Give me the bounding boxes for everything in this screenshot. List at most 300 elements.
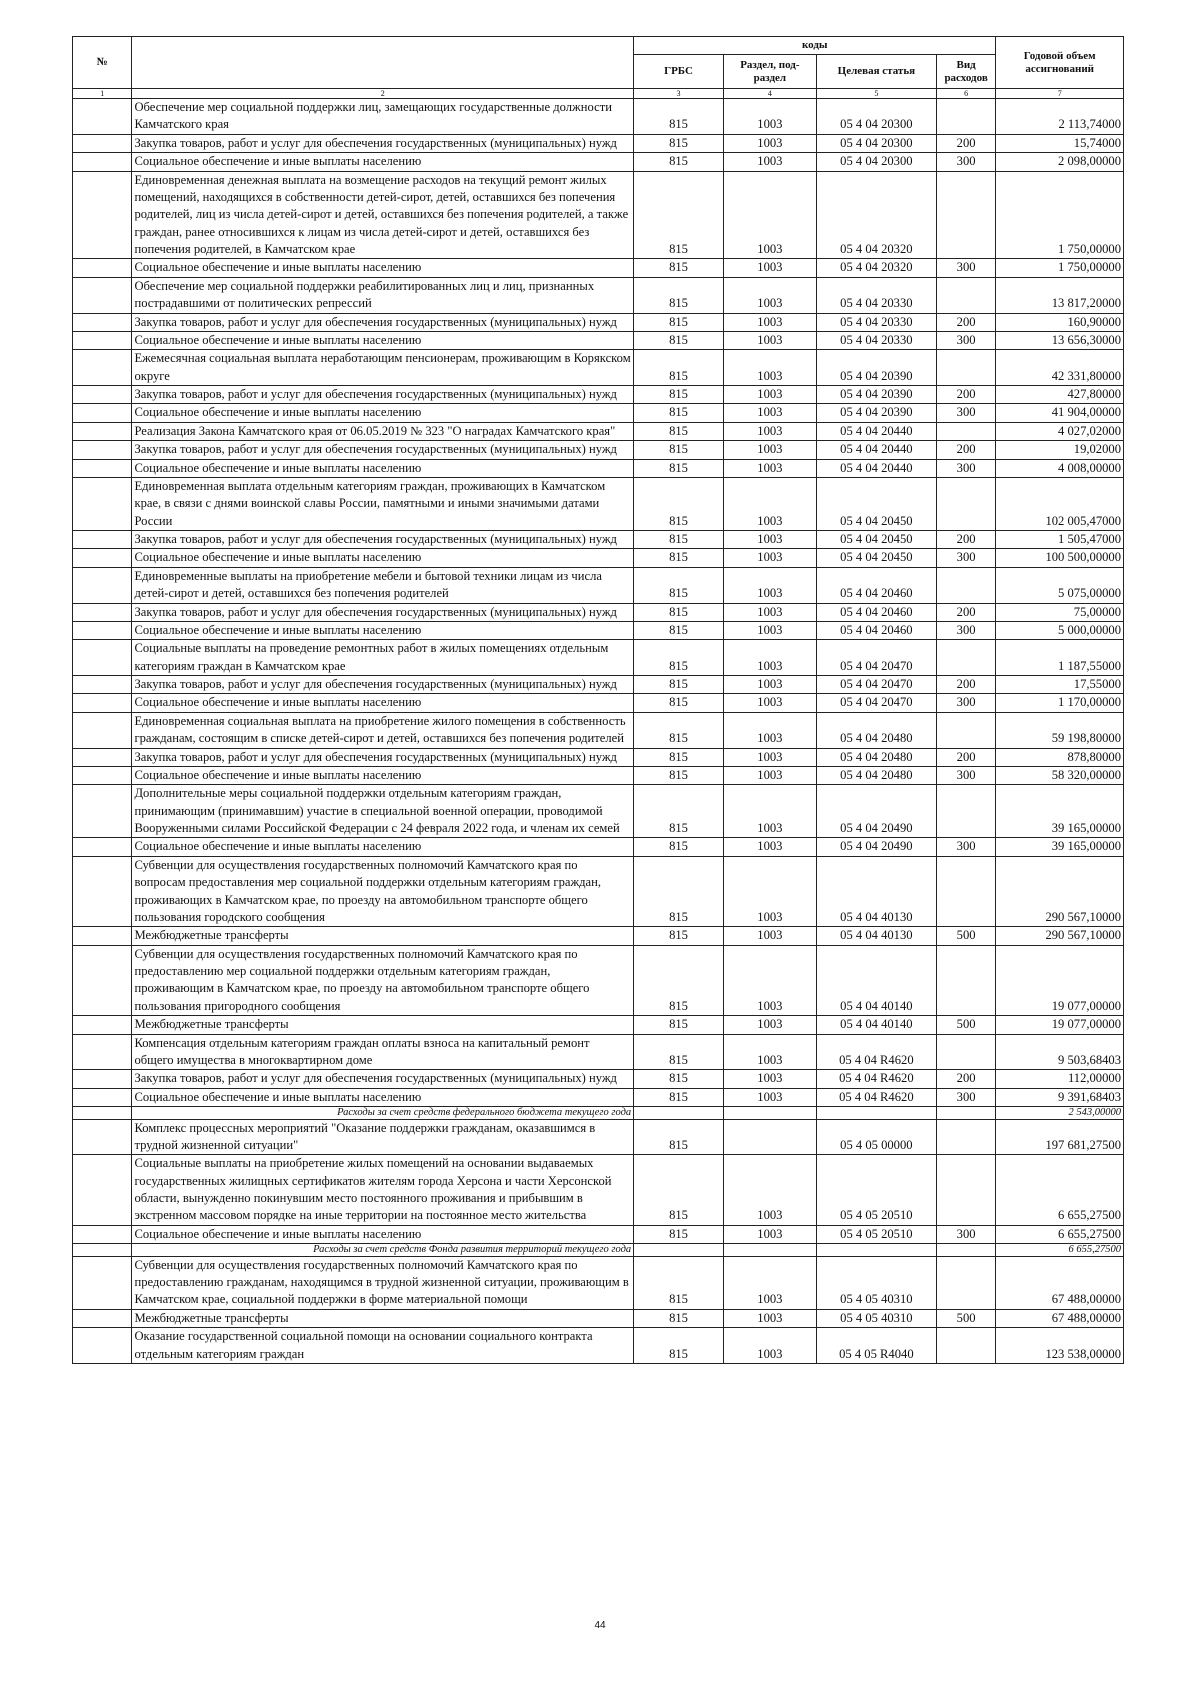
row-razdel-cell: 1003 [723,621,816,639]
row-number-cell [73,1119,132,1155]
row-vid-cell: 300 [936,694,996,712]
row-name-cell: Закупка товаров, работ и услуг для обеспечения государственных (муниципальных) нужд [132,676,634,694]
row-amount-cell: 75,00000 [996,603,1124,621]
row-grbs-cell: 815 [634,712,724,748]
row-target-cell: 05 4 04 20440 [816,422,936,440]
row-vid-cell: 500 [936,1016,996,1034]
row-number-cell [73,1016,132,1034]
row-grbs-cell: 815 [634,1256,724,1309]
row-vid-cell [936,1244,996,1257]
row-grbs-cell: 815 [634,1070,724,1088]
row-target-cell: 05 4 04 20470 [816,694,936,712]
table-row [73,134,1124,152]
table-row [73,1119,1124,1155]
row-target-cell: 05 4 04 20390 [816,404,936,422]
row-razdel-cell: 1003 [723,927,816,945]
row-vid-cell: 300 [936,1225,996,1243]
row-vid-cell: 200 [936,531,996,549]
row-razdel-cell: 1003 [723,477,816,530]
row-amount-cell: 9 391,68403 [996,1088,1124,1106]
table-row [73,567,1124,603]
row-vid-cell: 300 [936,404,996,422]
row-target-cell: 05 4 04 20440 [816,459,936,477]
row-amount-cell: 39 165,00000 [996,838,1124,856]
row-grbs-cell: 815 [634,676,724,694]
row-razdel-cell: 1003 [723,331,816,349]
row-vid-cell: 200 [936,603,996,621]
row-target-cell: 05 4 04 20460 [816,621,936,639]
row-target-cell: 05 4 04 20300 [816,153,936,171]
table-note-row [73,1107,1124,1120]
row-target-cell: 05 4 04 20440 [816,441,936,459]
row-name-cell: Межбюджетные трансферты [132,927,634,945]
row-target-cell: 05 4 05 00000 [816,1119,936,1155]
table-row [73,1309,1124,1327]
row-name-cell: Социальные выплаты на приобретение жилых помещений на основании выдаваемых государственных жилищных сертификатов жителям города Херсона и части Херсонской области, вынужденно покинувшим место постоянного проживания и прибывшим в экстренном массовом порядке на иные территории на постоянное место жительства [132,1155,634,1226]
row-target-cell: 05 4 04 20470 [816,676,936,694]
row-amount-cell: 41 904,00000 [996,404,1124,422]
row-number-cell [73,712,132,748]
row-number-cell [73,1088,132,1106]
row-razdel-cell: 1003 [723,422,816,440]
row-target-cell: 05 4 04 20450 [816,477,936,530]
row-grbs-cell: 815 [634,1088,724,1106]
row-vid-cell: 500 [936,1309,996,1327]
table-row [73,1225,1124,1243]
row-number-cell [73,1244,132,1257]
row-razdel-cell: 1003 [723,259,816,277]
row-grbs-cell: 815 [634,1309,724,1327]
row-amount-cell: 5 000,00000 [996,621,1124,639]
row-number-cell [73,459,132,477]
row-target-cell: 05 4 04 20330 [816,331,936,349]
row-amount-cell: 6 655,27500 [996,1244,1124,1257]
row-vid-cell: 200 [936,386,996,404]
row-amount-cell: 19 077,00000 [996,1016,1124,1034]
row-number-cell [73,277,132,313]
row-razdel-cell: 1003 [723,1016,816,1034]
row-target-cell: 05 4 04 20330 [816,277,936,313]
row-grbs-cell: 815 [634,477,724,530]
row-amount-cell: 17,55000 [996,676,1124,694]
table-row [73,785,1124,838]
row-name-cell: Закупка товаров, работ и услуг для обеспечения государственных (муниципальных) нужд [132,531,634,549]
row-razdel-cell [723,1119,816,1155]
row-name-cell: Единовременные выплаты на приобретение мебели и бытовой техники лицам из числа детей-сирот и детей, оставшихся без попечения родителей [132,567,634,603]
row-name-cell: Ежемесячная социальная выплата неработающим пенсионерам, проживающим в Корякском округе [132,350,634,386]
table-row [73,477,1124,530]
row-razdel-cell: 1003 [723,99,816,135]
row-name-cell: Закупка товаров, работ и услуг для обеспечения государственных (муниципальных) нужд [132,313,634,331]
row-name-cell: Социальное обеспечение и иные выплаты населению [132,259,634,277]
row-grbs-cell: 815 [634,531,724,549]
row-target-cell: 05 4 04 20470 [816,640,936,676]
table-row [73,603,1124,621]
row-grbs-cell: 815 [634,549,724,567]
row-name-cell: Социальное обеспечение и иные выплаты населению [132,621,634,639]
row-name-cell: Социальное обеспечение и иные выплаты населению [132,766,634,784]
row-name-cell: Социальное обеспечение и иные выплаты населению [132,838,634,856]
row-target-cell: 05 4 04 20480 [816,748,936,766]
row-razdel-cell [723,1107,816,1120]
table-row [73,927,1124,945]
row-name-cell: Социальное обеспечение и иные выплаты населению [132,1088,634,1106]
row-grbs-cell: 815 [634,945,724,1016]
row-target-cell: 05 4 05 20510 [816,1155,936,1226]
table-row [73,766,1124,784]
row-number-cell [73,927,132,945]
row-vid-cell [936,856,996,927]
row-amount-cell: 2 543,00000 [996,1107,1124,1120]
row-razdel-cell: 1003 [723,134,816,152]
row-number-cell [73,838,132,856]
row-grbs-cell: 815 [634,621,724,639]
table-row [73,459,1124,477]
row-amount-cell: 427,80000 [996,386,1124,404]
row-vid-cell [936,1107,996,1120]
header-grbs: ГРБС [634,55,724,89]
row-amount-cell: 67 488,00000 [996,1309,1124,1327]
row-name-cell: Закупка товаров, работ и услуг для обеспечения государственных (муниципальных) нужд [132,1070,634,1088]
row-razdel-cell: 1003 [723,386,816,404]
row-number-cell [73,331,132,349]
table-row [73,549,1124,567]
row-number-cell [73,386,132,404]
row-amount-cell: 1 750,00000 [996,259,1124,277]
column-number: 1 [73,89,132,99]
row-amount-cell: 1 187,55000 [996,640,1124,676]
header-codes: коды [634,37,996,55]
header-target: Целевая статья [816,55,936,89]
header-name [132,37,634,89]
row-vid-cell: 200 [936,748,996,766]
row-vid-cell: 500 [936,927,996,945]
table-row [73,259,1124,277]
row-razdel-cell: 1003 [723,171,816,259]
row-amount-cell: 112,00000 [996,1070,1124,1088]
row-target-cell: 05 4 04 40130 [816,927,936,945]
row-vid-cell: 300 [936,1088,996,1106]
table-row [73,1256,1124,1309]
row-grbs-cell: 815 [634,640,724,676]
table-row [73,1070,1124,1088]
row-razdel-cell: 1003 [723,766,816,784]
row-grbs-cell: 815 [634,441,724,459]
table-row [73,712,1124,748]
row-amount-cell: 13 817,20000 [996,277,1124,313]
row-grbs-cell: 815 [634,1016,724,1034]
row-target-cell: 05 4 04 R4620 [816,1034,936,1070]
row-target-cell: 05 4 04 20460 [816,603,936,621]
table-row [73,621,1124,639]
row-number-cell [73,748,132,766]
row-number-cell [73,259,132,277]
row-amount-cell: 67 488,00000 [996,1256,1124,1309]
row-grbs-cell: 815 [634,694,724,712]
row-razdel-cell: 1003 [723,459,816,477]
column-number: 4 [723,89,816,99]
row-number-cell [73,441,132,459]
row-grbs-cell: 815 [634,386,724,404]
row-razdel-cell: 1003 [723,856,816,927]
row-amount-cell: 58 320,00000 [996,766,1124,784]
row-target-cell: 05 4 04 R4620 [816,1070,936,1088]
row-target-cell: 05 4 04 20330 [816,313,936,331]
table-row [73,945,1124,1016]
row-name-cell: Социальное обеспечение и иные выплаты населению [132,331,634,349]
table-row [73,1088,1124,1106]
table-row [73,99,1124,135]
row-amount-cell: 4 008,00000 [996,459,1124,477]
row-target-cell: 05 4 04 20480 [816,712,936,748]
row-amount-cell: 59 198,80000 [996,712,1124,748]
row-name-cell: Компенсация отдельным категориям граждан оплаты взноса на капитальный ремонт общего имущества в многоквартирном доме [132,1034,634,1070]
row-name-cell: Обеспечение мер социальной поддержки лиц, замещающих государственные должности Камчатского края [132,99,634,135]
row-target-cell: 05 4 04 R4620 [816,1088,936,1106]
row-number-cell [73,1107,132,1120]
row-number-cell [73,766,132,784]
row-vid-cell: 300 [936,331,996,349]
row-vid-cell [936,1155,996,1226]
row-name-cell: Социальные выплаты на проведение ремонтных работ в жилых помещениях отдельным категориям граждан в Камчатском крае [132,640,634,676]
row-razdel-cell: 1003 [723,277,816,313]
row-razdel-cell: 1003 [723,1256,816,1309]
table-row [73,277,1124,313]
page-number: 44 [594,1620,606,1631]
row-target-cell: 05 4 04 20490 [816,838,936,856]
row-amount-cell: 100 500,00000 [996,549,1124,567]
row-name-cell: Закупка товаров, работ и услуг для обеспечения государственных (муниципальных) нужд [132,603,634,621]
table-row [73,676,1124,694]
row-name-cell: Единовременная денежная выплата на возмещение расходов на текущий ремонт жилых помещений, находящихся в собственности детей-сирот, детей, оставшихся без попечения родителей, лиц из числа детей-сирот и детей, оставшихся без попечения родителей, а также граждан, ранее относившихся к лицам из числа детей-сирот и детей, оставшихся без попечения родителей, в Камчатском крае [132,171,634,259]
row-target-cell: 05 4 04 20320 [816,259,936,277]
row-name-cell: Единовременная социальная выплата на приобретение жилого помещения в собственность гражданам, состоящим в списке детей-сирот и детей, оставшихся без попечения родителей [132,712,634,748]
header-number: № [73,37,132,89]
row-grbs-cell: 815 [634,856,724,927]
row-razdel-cell: 1003 [723,531,816,549]
row-number-cell [73,567,132,603]
row-target-cell: 05 4 05 R4040 [816,1328,936,1364]
row-amount-cell: 4 027,02000 [996,422,1124,440]
row-razdel-cell: 1003 [723,350,816,386]
row-amount-cell: 2 113,74000 [996,99,1124,135]
row-vid-cell: 200 [936,676,996,694]
row-razdel-cell: 1003 [723,1328,816,1364]
row-vid-cell: 300 [936,621,996,639]
row-target-cell: 05 4 04 20460 [816,567,936,603]
row-vid-cell [936,712,996,748]
row-vid-cell [936,99,996,135]
row-grbs-cell: 815 [634,99,724,135]
row-name-cell: Социальное обеспечение и иные выплаты населению [132,1225,634,1243]
row-razdel-cell: 1003 [723,785,816,838]
row-razdel-cell: 1003 [723,1225,816,1243]
row-amount-cell: 9 503,68403 [996,1034,1124,1070]
row-name-cell: Социальное обеспечение и иные выплаты населению [132,404,634,422]
row-amount-cell: 42 331,80000 [996,350,1124,386]
table-row [73,422,1124,440]
row-number-cell [73,1225,132,1243]
row-amount-cell: 2 098,00000 [996,153,1124,171]
row-grbs-cell: 815 [634,331,724,349]
row-grbs-cell [634,1107,724,1120]
row-razdel-cell: 1003 [723,1155,816,1226]
row-vid-cell: 300 [936,259,996,277]
row-grbs-cell: 815 [634,350,724,386]
row-name-cell: Закупка товаров, работ и услуг для обеспечения государственных (муниципальных) нужд [132,134,634,152]
row-razdel-cell: 1003 [723,603,816,621]
table-row [73,1155,1124,1226]
row-target-cell: 05 4 04 20390 [816,386,936,404]
row-grbs-cell: 815 [634,1119,724,1155]
row-razdel-cell: 1003 [723,404,816,422]
table-row [73,331,1124,349]
row-name-cell: Закупка товаров, работ и услуг для обеспечения государственных (муниципальных) нужд [132,441,634,459]
row-number-cell [73,1155,132,1226]
column-number: 6 [936,89,996,99]
row-grbs-cell: 815 [634,838,724,856]
row-razdel-cell: 1003 [723,676,816,694]
row-vid-cell [936,277,996,313]
row-grbs-cell: 815 [634,1225,724,1243]
budget-table [72,36,1124,1364]
row-number-cell [73,153,132,171]
table-row [73,386,1124,404]
row-razdel-cell: 1003 [723,640,816,676]
table-row [73,694,1124,712]
row-vid-cell: 300 [936,838,996,856]
row-grbs-cell: 815 [634,171,724,259]
row-vid-cell [936,785,996,838]
column-number: 2 [132,89,634,99]
row-number-cell [73,549,132,567]
row-vid-cell: 300 [936,153,996,171]
row-razdel-cell: 1003 [723,549,816,567]
row-vid-cell: 300 [936,766,996,784]
row-grbs-cell: 815 [634,277,724,313]
row-number-cell [73,785,132,838]
table-row [73,856,1124,927]
row-number-cell [73,640,132,676]
row-name-cell: Субвенции для осуществления государственных полномочий Камчатского края по предоставлению гражданам, находящимся в трудной жизненной ситуации, проживающим в Камчатском крае, социальной поддержки в форме материальной помощи [132,1256,634,1309]
row-grbs-cell: 815 [634,748,724,766]
row-vid-cell: 200 [936,1070,996,1088]
row-razdel-cell: 1003 [723,1088,816,1106]
table-row [73,1034,1124,1070]
row-name-cell: Дополнительные меры социальной поддержки отдельным категориям граждан, принимающим (принимавшим) участие в специальной военной операции, проводимой Вооруженными силами Российской Федерации с 24 февраля 2022 года, и членам их семей [132,785,634,838]
row-vid-cell: 200 [936,441,996,459]
row-vid-cell [936,1119,996,1155]
row-target-cell: 05 4 04 40140 [816,1016,936,1034]
row-razdel-cell: 1003 [723,712,816,748]
row-amount-cell: 878,80000 [996,748,1124,766]
row-name-cell: Закупка товаров, работ и услуг для обеспечения государственных (муниципальных) нужд [132,386,634,404]
row-number-cell [73,171,132,259]
row-vid-cell [936,477,996,530]
row-grbs-cell: 815 [634,459,724,477]
row-grbs-cell: 815 [634,313,724,331]
row-number-cell [73,313,132,331]
row-amount-cell: 290 567,10000 [996,856,1124,927]
row-vid-cell: 200 [936,134,996,152]
row-name-cell: Социальное обеспечение и иные выплаты населению [132,153,634,171]
row-amount-cell: 19 077,00000 [996,945,1124,1016]
row-number-cell [73,422,132,440]
row-vid-cell [936,945,996,1016]
table-row [73,531,1124,549]
row-vid-cell [936,1256,996,1309]
row-razdel-cell: 1003 [723,313,816,331]
table-row [73,441,1124,459]
column-number: 5 [816,89,936,99]
row-target-cell: 05 4 04 20300 [816,99,936,135]
row-razdel-cell: 1003 [723,153,816,171]
row-amount-cell: 123 538,00000 [996,1328,1124,1364]
row-grbs-cell: 815 [634,1328,724,1364]
row-razdel-cell: 1003 [723,838,816,856]
row-vid-cell [936,350,996,386]
row-amount-cell: 5 075,00000 [996,567,1124,603]
row-target-cell: 05 4 04 20490 [816,785,936,838]
row-vid-cell [936,1328,996,1364]
row-name-cell: Оказание государственной социальной помощи на основании социального контракта отдельным категориям граждан [132,1328,634,1364]
row-grbs-cell: 815 [634,927,724,945]
row-razdel-cell: 1003 [723,694,816,712]
row-number-cell [73,99,132,135]
row-target-cell: 05 4 04 40130 [816,856,936,927]
table-row [73,171,1124,259]
row-number-cell [73,1256,132,1309]
table-row [73,640,1124,676]
row-grbs-cell [634,1244,724,1257]
row-amount-cell: 197 681,27500 [996,1119,1124,1155]
row-number-cell [73,134,132,152]
row-target-cell: 05 4 04 20390 [816,350,936,386]
row-target-cell: 05 4 04 40140 [816,945,936,1016]
row-vid-cell: 200 [936,313,996,331]
table-row [73,1328,1124,1364]
row-name-cell: Межбюджетные трансферты [132,1016,634,1034]
row-grbs-cell: 815 [634,603,724,621]
row-number-cell [73,1034,132,1070]
column-number: 3 [634,89,724,99]
table-row [73,748,1124,766]
row-number-cell [73,1070,132,1088]
row-vid-cell [936,640,996,676]
row-vid-cell [936,422,996,440]
header-amount: Годовой объем ассигнований [996,37,1124,89]
row-grbs-cell: 815 [634,1034,724,1070]
row-grbs-cell: 815 [634,404,724,422]
row-grbs-cell: 815 [634,567,724,603]
row-number-cell [73,1328,132,1364]
row-name-cell: Межбюджетные трансферты [132,1309,634,1327]
row-number-cell [73,404,132,422]
row-razdel-cell: 1003 [723,945,816,1016]
row-number-cell [73,856,132,927]
row-target-cell [816,1107,936,1120]
row-number-cell [73,676,132,694]
table-row [73,838,1124,856]
row-target-cell [816,1244,936,1257]
row-name-cell: Единовременная выплата отдельным категориям граждан, проживающих в Камчатском крае, в связи с днями воинской славы России, памятными и иными значимыми датами России [132,477,634,530]
row-amount-cell: 19,02000 [996,441,1124,459]
row-name-cell: Субвенции для осуществления государственных полномочий Камчатского края по предоставлению мер социальной поддержки отдельным категориям граждан, проживающим в Камчатском крае, по проезду на автомобильном транспорте общего пользования пригородного сообщения [132,945,634,1016]
table-row [73,404,1124,422]
row-number-cell [73,603,132,621]
row-razdel-cell: 1003 [723,1309,816,1327]
row-number-cell [73,694,132,712]
